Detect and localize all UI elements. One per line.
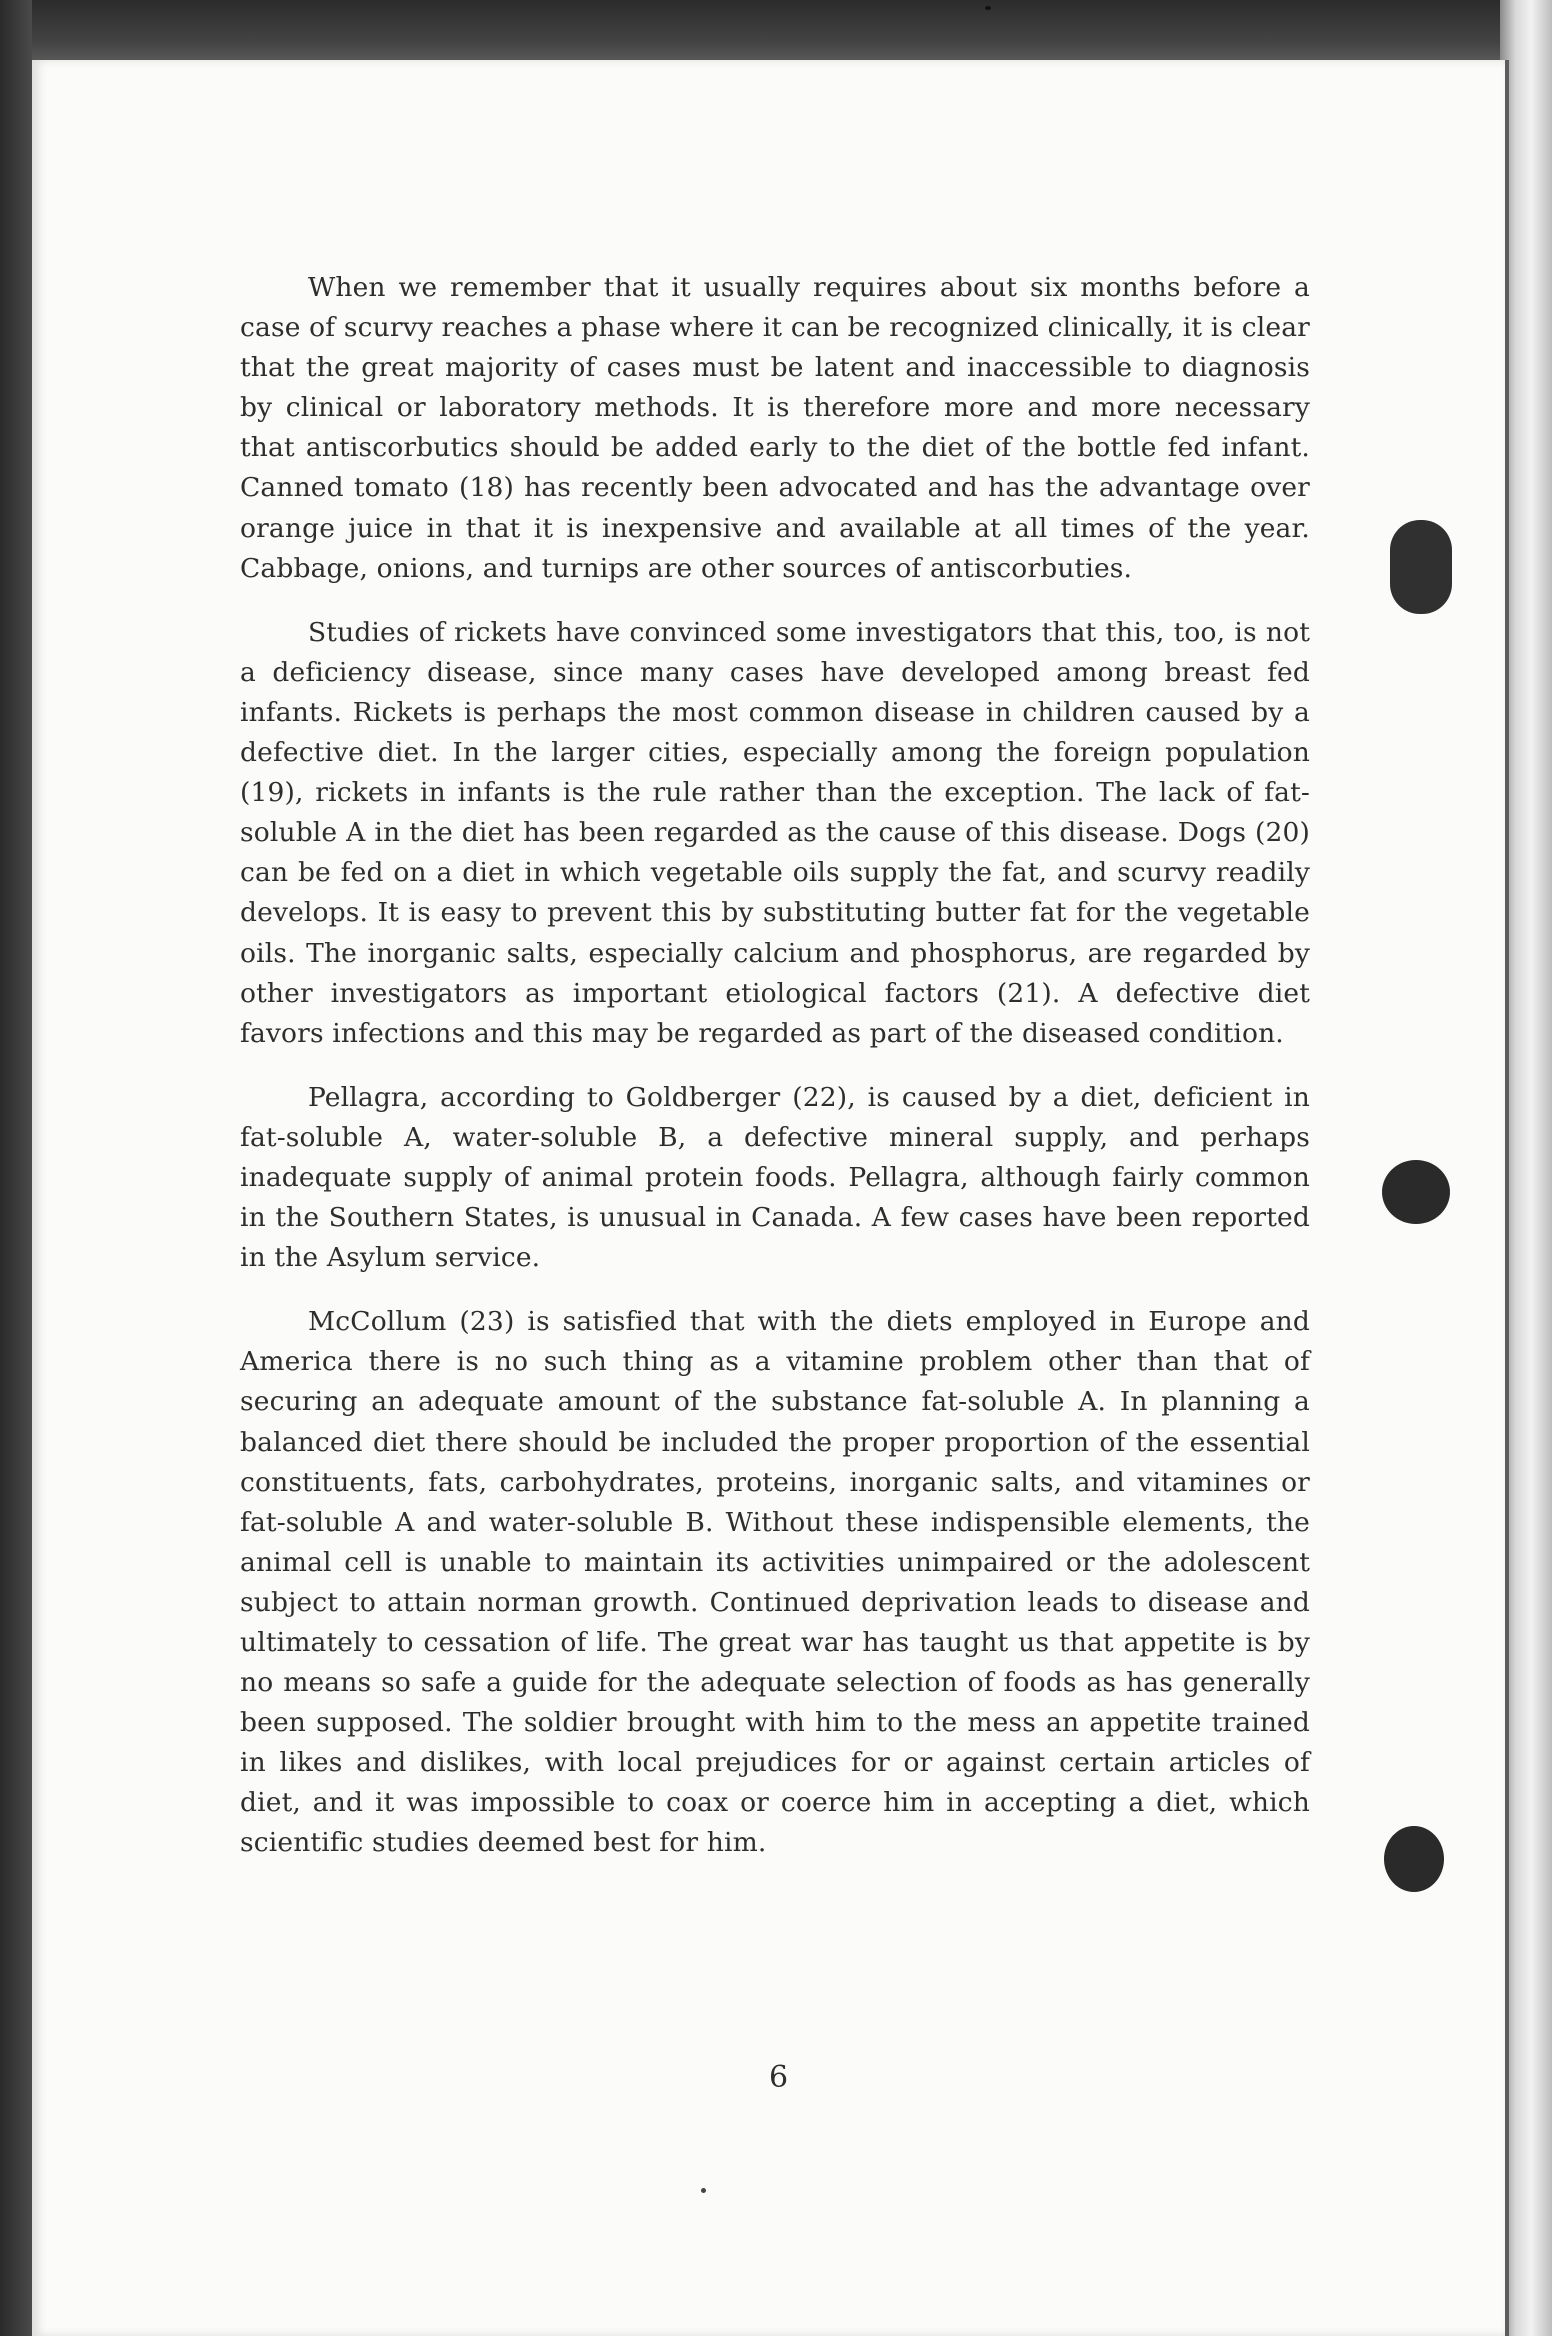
paragraph-pellagra: Pellagra, according to Goldberger (22), is caused by a diet, deficient in fat-soluble A, water-soluble B, a defective mineral supply, and perhaps inadequate supply of animal protein foods. Pellagra, although fairly common in the Southern States, is unusual in Canada. A few cases have been reported in the Asylum service.	[240, 1081, 1310, 1274]
paragraph-scurvy: When we remember that it usually requires about six months before a case of scurvy reaches a phase where it can be recognized clinically, it is clear that the great majority of cases must be latent and inaccessible to diagnosis by clinical or laboratory methods. It is therefore more and more necessary that antiscorbutics should be added early to the diet of the bottle fed infant. Canned tomato (18) has recently been advocated and has the advantage over orange juice in that it is inexpensive and available at all times of the year. Cabbage, onions, and turnips are other sources of antiscorbuties.	[240, 272, 1310, 584]
body-text	[240, 268, 1310, 1888]
scan-speck-top	[985, 6, 991, 10]
document-page	[32, 60, 1505, 2336]
scan-border-top	[0, 0, 1552, 62]
scan-speck	[701, 2188, 706, 2193]
binder-hole-top	[1390, 520, 1452, 614]
paragraph-rickets: Studies of rickets have convinced some investigators that this, too, is not a deficiency disease, since many cases have developed among breast fed infants. Rickets is perhaps the most common disease in children caused by a defective diet. In the larger cities, especially among the foreign population (19), rickets in infants is the rule rather than the exception. The lack of fat-soluble A in the diet has been regarded as the cause of this disease. Dogs (20) can be fed on a diet in which vegetable oils supply the fat, and scurvy readily develops. It is easy to prevent this by substituting butter fat for the vegetable oils. The inorganic salts, especially calcium and phosphorus, are regarded by other investigators as important etiological factors (21). A defective diet favors infections and this may be regarded as part of the diseased condition.	[240, 616, 1310, 1049]
page-edge-right	[1505, 60, 1509, 2336]
binder-hole-bottom	[1384, 1826, 1444, 1892]
paragraph-mccollum: McCollum (23) is satisfied that with the diets employed in Europe and America there is no such thing as a vitamine problem other than that of securing an adequate amount of the substance fat-soluble A. In planning a balanced diet there should be included the proper proportion of the essential constituents, fats, carbohydrates, proteins, inorganic salts, and vitamines or fat-soluble A and water-soluble B. Without these indispensible elements, the animal cell is unable to maintain its activities unimpaired or the adolescent subject to attain norman growth. Continued deprivation leads to disease and ultimately to cessation of life. The great war has taught us that appetite is by no means so safe a guide for the adequate selection of foods as has generally been supposed. The soldier brought with him to the mess an appetite trained in likes and dislikes, with local prejudices for or against certain articles of diet, and it was impossible to coax or coerce him in accepting a diet, which scientific studies deemed best for him.	[240, 1306, 1310, 1859]
binder-hole-middle	[1382, 1160, 1450, 1224]
scan-border-left	[0, 0, 32, 2336]
page-number: 6	[768, 2060, 789, 2095]
